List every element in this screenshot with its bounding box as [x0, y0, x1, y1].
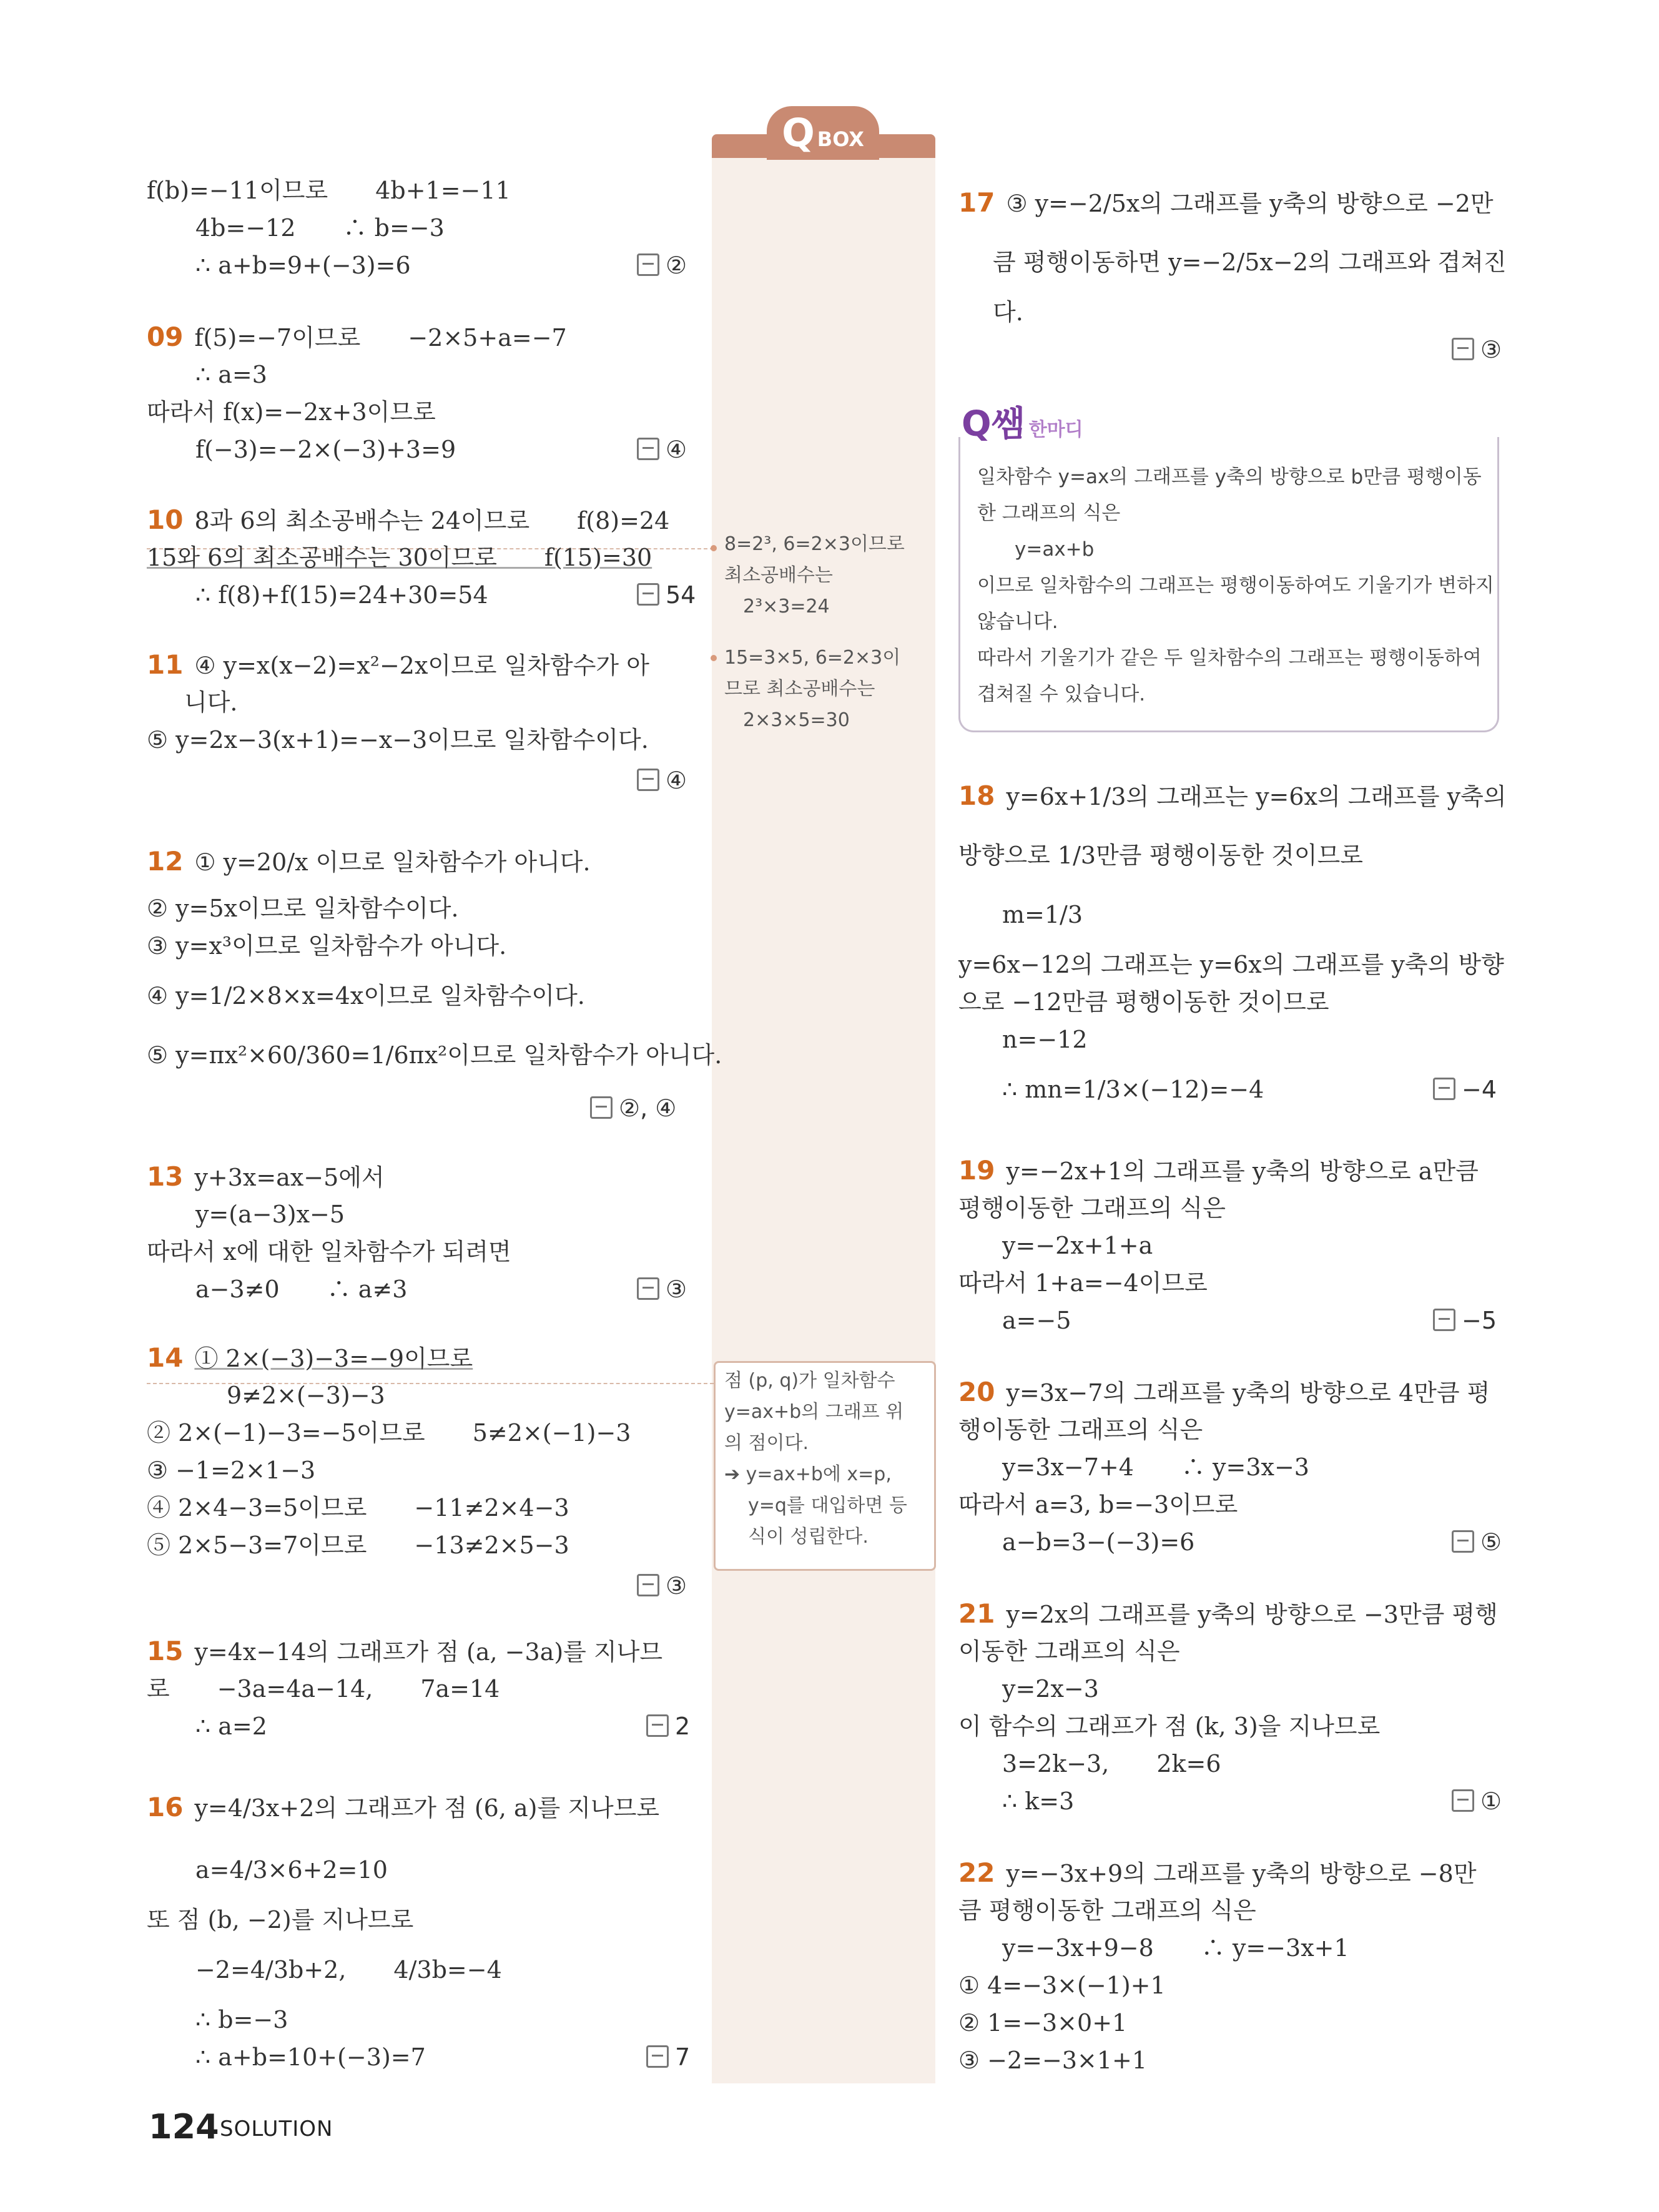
- left-line: [147, 1530, 569, 1561]
- left-line: [184, 687, 238, 718]
- problem-number: 10: [147, 504, 184, 535]
- leader-dot-10: [711, 545, 717, 551]
- line-text: ⑤ 2×5−3=7이므로 −13≠2×5−3: [147, 1531, 569, 1559]
- answer-mark: [637, 1570, 687, 1601]
- line-text: ∴ k=3: [1002, 1787, 1075, 1815]
- answer-value: ⑤: [1480, 1528, 1502, 1556]
- line-text: a−b=3−(−3)=6: [1002, 1528, 1195, 1556]
- line-text: f(5)=−7이므로 −2×5+a=−7: [194, 324, 567, 351]
- problem-number: 19: [958, 1155, 995, 1186]
- left-line: [147, 396, 436, 428]
- line-text: ∴ a+b=9+(−3)=6: [195, 252, 411, 279]
- line-text: y=−2x+1의 그래프를 y축의 방향으로 a만큼: [1006, 1158, 1479, 1185]
- line-text: ④ 2×4−3=5이므로 −11≠2×4−3: [147, 1494, 569, 1521]
- answer-icon: [1452, 1530, 1474, 1553]
- line-text: ③ −1=2×1−3: [147, 1457, 316, 1484]
- right-line: [958, 1414, 1203, 1445]
- answer-icon: [1452, 338, 1474, 360]
- line-text: ① 4=−3×(−1)+1: [958, 1972, 1166, 1999]
- line-text: y=−2x+1+a: [1002, 1232, 1153, 1259]
- right-line: [993, 247, 1507, 278]
- answer-icon: [637, 1277, 659, 1300]
- left-line: [227, 1380, 385, 1411]
- line-text: y=2x의 그래프를 y축의 방향으로 −3만큼 평행: [1006, 1601, 1498, 1628]
- line-text: 큼 평행이동한 그래프의 식은: [958, 1897, 1256, 1924]
- page-number: 124: [149, 2107, 219, 2146]
- right-line: [1002, 1074, 1264, 1105]
- line-text: ② y=5x이므로 일차함수이다.: [147, 895, 459, 922]
- line-text: 으로 −12만큼 평행이동한 것이므로: [958, 988, 1329, 1016]
- left-line: [147, 542, 652, 573]
- problem-number: 16: [147, 1792, 184, 1822]
- line-text: y=−3x+9의 그래프를 y축의 방향으로 −8만: [1006, 1860, 1477, 1887]
- answer-icon: [646, 1714, 669, 1737]
- line-text: ② 2×(−1)−3=−5이므로 5≠2×(−1)−3: [147, 1419, 631, 1447]
- right-line: [958, 1711, 1380, 1742]
- answer-value: −5: [1462, 1307, 1497, 1334]
- right-line: [1002, 1786, 1074, 1817]
- right-line: [1002, 1748, 1221, 1779]
- line-text: ⑤ y=πx²×60/360=1/6πx²이므로 일차함수가 아니다.: [147, 1041, 722, 1069]
- right-line: [958, 1489, 1238, 1520]
- right-line: [958, 187, 1494, 219]
- line-text: 이 함수의 그래프가 점 (k, 3)을 지나므로: [958, 1713, 1381, 1740]
- qbox-note-line: 2×3×5=30: [743, 709, 850, 731]
- right-line: [1002, 1305, 1071, 1336]
- line-text: ③ y=−2/5x의 그래프를 y축의 방향으로 −2만: [1006, 190, 1494, 217]
- right-line: [958, 1636, 1180, 1667]
- problem-number: 13: [147, 1161, 184, 1192]
- line-text: ∴ a+b=10+(−3)=7: [195, 2043, 426, 2071]
- line-text: y=4x−14의 그래프가 점 (a, −3a)를 지나므: [194, 1638, 663, 1666]
- qbox-note-line: 최소공배수는: [724, 564, 833, 586]
- problem-number: 17: [958, 187, 995, 218]
- line-text: ∴ f(8)+f(15)=24+30=54: [195, 581, 488, 609]
- right-line: [958, 840, 1363, 871]
- answer-mark: [637, 765, 687, 796]
- right-line: [958, 1970, 1166, 2001]
- right-line: [958, 1857, 1477, 1889]
- answer-mark: [646, 1711, 690, 1742]
- line-text: y=−3x+9−8 ∴ y=−3x+1: [1002, 1934, 1349, 1962]
- line-text: ② 1=−3×0+1: [958, 2009, 1128, 2037]
- right-line: [958, 1267, 1208, 1299]
- line-text: ∴ b=−3: [195, 2006, 288, 2033]
- right-line: [993, 297, 1023, 328]
- answer-value: 2: [675, 1713, 691, 1740]
- line-text: ③ −2=−3×1+1: [958, 2047, 1148, 2074]
- line-text: 이동한 그래프의 식은: [958, 1638, 1180, 1665]
- left-line: [147, 1342, 473, 1374]
- line-text: 또 점 (b, −2)를 지나므로: [147, 1906, 414, 1934]
- tip-line: 이므로 일차함수의 그래프는 평행이동하여도 기울기가 변하지: [977, 574, 1494, 597]
- left-line: [147, 1673, 500, 1704]
- qbox-note-line: 므로 최소공배수는: [724, 678, 875, 700]
- line-text: y=3x−7+4 ∴ y=3x−3: [1002, 1453, 1309, 1481]
- line-text: 9≠2×(−3)−3: [227, 1382, 385, 1409]
- tip-line: 한 그래프의 식은: [977, 502, 1121, 524]
- line-text: ∴ a=2: [195, 1713, 267, 1740]
- qbox-note-line: 점 (p, q)가 일차함수: [724, 1370, 895, 1392]
- answer-value: ③: [666, 1276, 687, 1303]
- problem-number: 11: [147, 649, 184, 680]
- line-text: a−3≠0 ∴ a≠3: [195, 1276, 408, 1303]
- qbox-note-line: 2³×3=24: [743, 596, 830, 617]
- answer-icon: [1433, 1309, 1455, 1331]
- line-text: a=−5: [1002, 1307, 1071, 1334]
- answer-icon: [637, 438, 659, 460]
- tip-line: 일차함수 y=ax의 그래프를 y축의 방향으로 b만큼 평행이동: [977, 466, 1482, 488]
- answer-mark: [590, 1093, 676, 1124]
- problem-number: 21: [958, 1598, 995, 1629]
- line-text: 3=2k−3, 2k=6: [1002, 1750, 1221, 1777]
- line-text: f(b)=−11이므로 4b+1=−11: [147, 177, 511, 204]
- answer-mark: [637, 1274, 687, 1305]
- left-line: [147, 980, 585, 1011]
- answer-mark: [1452, 1526, 1502, 1558]
- right-line: [958, 1192, 1226, 1224]
- line-text: 따라서 a=3, b=−3이므로: [958, 1491, 1238, 1518]
- problem-number: 09: [147, 322, 184, 352]
- answer-icon: [1452, 1789, 1474, 1812]
- qbox-note-line: 식이 성립한다.: [748, 1526, 869, 1548]
- line-text: 4b=−12 ∴ b=−3: [195, 214, 445, 242]
- line-text: 따라서 f(x)=−2x+3이므로: [147, 398, 436, 426]
- line-text: ③ y=x³이므로 일차함수가 아니다.: [147, 932, 507, 960]
- line-text: ① y=20/x 이므로 일차함수가 아니다.: [194, 848, 591, 876]
- right-line: [1002, 1673, 1099, 1704]
- tip-line: 겹쳐질 수 있습니다.: [977, 683, 1146, 705]
- problem-number: 22: [958, 1857, 995, 1888]
- line-text: y=3x−7의 그래프를 y축의 방향으로 4만큼 평: [1006, 1379, 1490, 1407]
- answer-icon: [637, 1574, 659, 1596]
- left-line: [147, 504, 669, 536]
- line-text: 방향으로 1/3만큼 평행이동한 것이므로: [958, 842, 1364, 869]
- left-line: [147, 724, 649, 755]
- line-text: f(−3)=−2×(−3)+3=9: [195, 436, 456, 463]
- right-line: [958, 780, 1507, 812]
- qbox-column: [712, 140, 935, 2083]
- line-text: ① 2×(−3)−3=−9이므로: [194, 1345, 473, 1372]
- left-line: [147, 1417, 631, 1448]
- qbox-note-line: y=ax+b의 그래프 위: [724, 1401, 904, 1423]
- answer-value: −4: [1462, 1076, 1497, 1103]
- answer-mark: [1452, 1786, 1502, 1817]
- answer-mark: [1433, 1305, 1497, 1336]
- line-text: ∴ mn=1/3×(−12)=−4: [1002, 1076, 1264, 1103]
- left-line: [147, 1904, 413, 1935]
- right-line: [958, 2045, 1147, 2076]
- leader-dot-11: [711, 655, 717, 661]
- line-text: −2=4/3b+2, 4/3b=−4: [195, 1956, 502, 1983]
- line-text: 다.: [993, 298, 1023, 326]
- line-text: y=6x−12의 그래프는 y=6x의 그래프를 y축의 방향: [958, 951, 1504, 978]
- left-line: [147, 893, 459, 924]
- line-text: 니다.: [184, 689, 238, 716]
- answer-value: ④: [666, 436, 687, 463]
- left-line: [195, 212, 445, 243]
- line-text: m=1/3: [1002, 901, 1083, 928]
- answer-value: ②: [666, 252, 687, 279]
- right-line: [958, 1895, 1256, 1926]
- line-text: n=−12: [1002, 1026, 1088, 1053]
- answer-value: ④: [666, 767, 687, 794]
- line-text: y=6x+1/3의 그래프는 y=6x의 그래프를 y축의: [1006, 783, 1507, 810]
- right-line: [958, 1155, 1479, 1187]
- answer-icon: [637, 769, 659, 791]
- left-line: [147, 322, 567, 353]
- right-line: [958, 986, 1329, 1018]
- right-line: [958, 1377, 1490, 1408]
- left-line: [147, 1792, 659, 1824]
- right-line: [1002, 1526, 1194, 1558]
- answer-icon: [590, 1096, 613, 1119]
- answer-mark: [646, 2042, 690, 2073]
- line-text: y=2x−3: [1002, 1675, 1099, 1703]
- left-line: [195, 434, 456, 465]
- line-text: ④ y=x(x−2)=x²−2x이므로 일차함수가 아: [194, 652, 649, 679]
- left-line: [195, 1711, 267, 1742]
- left-line: [195, 359, 267, 390]
- tip-line: 따라서 기울기가 같은 두 일차함수의 그래프는 평행이동하여: [977, 647, 1482, 669]
- left-line: [147, 175, 511, 206]
- problem-number: 12: [147, 846, 184, 877]
- right-line: [958, 949, 1504, 980]
- line-text: y=(a−3)x−5: [195, 1201, 345, 1228]
- qbox-note-line: 8=2³, 6=2×3이므로: [724, 533, 905, 555]
- answer-icon: [1433, 1078, 1455, 1100]
- answer-mark: [637, 434, 687, 465]
- answer-mark: [637, 250, 687, 281]
- left-line: [147, 846, 591, 878]
- line-text: a=4/3×6+2=10: [195, 1856, 388, 1884]
- qbox-note-line: 의 점이다.: [724, 1432, 809, 1454]
- left-line: [195, 1954, 502, 1985]
- right-line: [1002, 1024, 1088, 1055]
- qbox-note-line: ➔ y=ax+b에 x=p,: [724, 1463, 892, 1485]
- answer-mark: [1433, 1074, 1497, 1105]
- left-line: [147, 1161, 385, 1193]
- right-line: [1002, 899, 1083, 930]
- tip-line: 않습니다.: [977, 611, 1058, 633]
- qbox-note-line: y=q를 대입하면 등: [748, 1495, 907, 1516]
- line-text: 15와 6의 최소공배수는 30이므로 f(15)=30: [147, 544, 652, 571]
- line-text: 큼 평행이동하면 y=−2/5x−2의 그래프와 겹쳐진: [993, 248, 1507, 276]
- right-line: [1002, 1452, 1309, 1483]
- line-text: 로 −3a=4a−14, 7a=14: [147, 1675, 500, 1703]
- answer-icon: [646, 2045, 669, 2068]
- left-line: [195, 250, 411, 281]
- left-line: [195, 2004, 288, 2035]
- left-line: [195, 1199, 345, 1230]
- line-text: ④ y=1/2×8×x=4x이므로 일차함수이다.: [147, 982, 585, 1010]
- answer-mark: [1452, 334, 1502, 365]
- right-line: [1002, 1230, 1153, 1261]
- line-text: ∴ a=3: [195, 361, 267, 388]
- answer-value: ②, ④: [619, 1094, 677, 1122]
- left-line: [147, 930, 506, 961]
- right-line: [1002, 1932, 1349, 1964]
- problem-number: 15: [147, 1636, 184, 1666]
- answer-mark: [637, 579, 696, 611]
- left-line: [147, 1455, 315, 1486]
- left-line: [195, 1274, 407, 1305]
- left-line: [195, 1854, 388, 1885]
- line-text: 평행이동한 그래프의 식은: [958, 1194, 1226, 1222]
- answer-value: ③: [666, 1572, 687, 1600]
- left-line: [147, 649, 649, 681]
- line-text: 행이동한 그래프의 식은: [958, 1416, 1203, 1443]
- line-text: 따라서 1+a=−4이므로: [958, 1269, 1208, 1297]
- answer-icon: [637, 583, 659, 606]
- qbox-note-line: 15=3×5, 6=2×3이: [724, 647, 901, 669]
- tip-logo: Q쌤 한마디: [962, 404, 1083, 445]
- right-line: [958, 2007, 1127, 2038]
- left-line: [195, 2042, 426, 2073]
- left-line: [147, 1492, 569, 1523]
- answer-value: 7: [675, 2043, 691, 2071]
- answer-value: ③: [1480, 336, 1502, 363]
- answer-value: 54: [666, 581, 696, 609]
- qbox-logo: QBOX: [767, 106, 879, 160]
- answer-icon: [637, 253, 659, 276]
- footer-label: SOLUTION: [220, 2116, 333, 2141]
- line-text: 8과 6의 최소공배수는 24이므로 f(8)=24: [194, 507, 670, 534]
- line-text: 따라서 x에 대한 일차함수가 되려면: [147, 1238, 511, 1266]
- left-line: [147, 1040, 722, 1071]
- line-text: ⑤ y=2x−3(x+1)=−x−3이므로 일차함수이다.: [147, 726, 649, 754]
- answer-value: ①: [1480, 1787, 1502, 1815]
- problem-number: 14: [147, 1342, 184, 1373]
- left-line: [147, 1236, 511, 1267]
- line-text: y=4/3x+2의 그래프가 점 (6, a)를 지나므로: [194, 1794, 660, 1822]
- line-text: y+3x=ax−5에서: [194, 1164, 385, 1191]
- right-line: [958, 1598, 1498, 1630]
- left-line: [147, 1636, 662, 1668]
- left-line: [195, 579, 488, 611]
- problem-number: 20: [958, 1377, 995, 1407]
- problem-number: 18: [958, 780, 995, 811]
- tip-line: y=ax+b: [1015, 538, 1095, 561]
